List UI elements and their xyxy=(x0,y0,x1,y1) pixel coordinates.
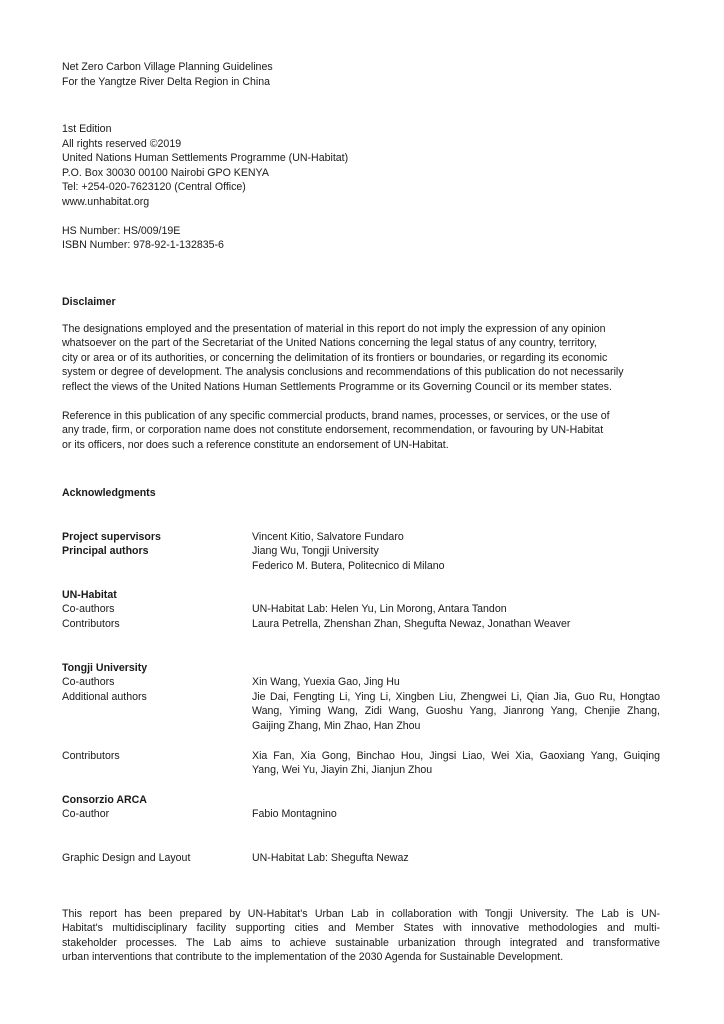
names-principal-authors-1: Jiang Wu, Tongji University xyxy=(252,545,379,557)
footer-line-3: stakeholder processes. The Lab aims to achieve sustainable urbanization through integrated and transformative xyxy=(62,937,660,949)
disclaimer-para2-line2: any trade, firm, or corporation name does not constitute endorsement, recommendation, or favouring by UN-Habitat xyxy=(62,424,604,436)
telephone: Tel: +254-020-7623120 (Central Office) xyxy=(62,181,246,193)
acknowledgments-heading: Acknowledgments xyxy=(62,487,156,499)
unhabitat-heading: UN-Habitat xyxy=(62,589,117,601)
names-principal-authors-2: Federico M. Butera, Politecnico di Milano xyxy=(252,560,445,572)
isbn-number: ISBN Number: 978-92-1-132835-6 xyxy=(62,239,224,251)
disclaimer-para1-line5: reflect the views of the United Nations Human Settlements Programme or its Governing Council or its member states. xyxy=(62,381,612,393)
disclaimer-para1-line2: whatsoever on the part of the Secretariat of the United Nations concerning the legal status of any country, territory, xyxy=(62,337,597,349)
names-unhabitat-coauthors: UN-Habitat Lab: Helen Yu, Lin Morong, Antara Tandon xyxy=(252,603,507,615)
hs-number: HS Number: HS/009/19E xyxy=(62,225,181,237)
role-unhabitat-contributors: Contributors xyxy=(62,618,120,630)
disclaimer-para2-line1: Reference in this publication of any specific commercial products, brand names, processes, or services, or the use of xyxy=(62,410,610,422)
tongji-heading: Tongji University xyxy=(62,662,148,674)
role-unhabitat-coauthors: Co-authors xyxy=(62,603,115,615)
edition: 1st Edition xyxy=(62,123,112,135)
rights: All rights reserved ©2019 xyxy=(62,138,182,150)
names-tongji-contributors-2: Yang, Wei Yu, Jiayin Zhi, Jianjun Zhou xyxy=(252,764,433,776)
names-unhabitat-contributors: Laura Petrella, Zhenshan Zhan, Shegufta Newaz, Jonathan Weaver xyxy=(252,618,571,630)
title-line-1: Net Zero Carbon Village Planning Guidelines xyxy=(62,61,273,73)
disclaimer-para1-line4: system or degree of development. The analysis conclusions and recommendations of this publication do not necessarily xyxy=(62,366,624,378)
disclaimer-heading: Disclaimer xyxy=(62,296,116,308)
role-project-supervisors: Project supervisors xyxy=(62,531,161,543)
postal-address: P.O. Box 30030 00100 Nairobi GPO KENYA xyxy=(62,167,269,179)
role-tongji-coauthors: Co-authors xyxy=(62,676,115,688)
footer-line-4: urban interventions that contribute to the implementation of the 2030 Agenda for Sustainable Development. xyxy=(62,951,564,963)
role-tongji-additional: Additional authors xyxy=(62,691,147,703)
title-line-2: For the Yangtze River Delta Region in China xyxy=(62,76,271,88)
names-tongji-contributors-1: Xia Fan, Xia Gong, Binchao Hou, Jingsi Liao, Wei Xia, Gaoxiang Yang, Guiqing xyxy=(252,750,660,762)
names-tongji-additional-2: Wang, Yiming Wang, Zidi Wang, Guoshu Yang, Jianrong Yang, Chenjie Zhang, xyxy=(252,705,660,717)
names-tongji-additional-1: Jie Dai, Fengting Li, Ying Li, Xingben Liu, Zhengwei Li, Qian Jia, Guo Ru, Hongtao xyxy=(252,691,660,703)
footer-line-1: This report has been prepared by UN-Habitat's Urban Lab in collaboration with Tongji University. The Lab is UN- xyxy=(62,908,660,920)
names-graphic-design: UN-Habitat Lab: Shegufta Newaz xyxy=(252,852,409,864)
footer-line-2: Habitat's multidisciplinary facility supporting cities and Member States with innovative methodologies and multi- xyxy=(62,922,660,934)
role-principal-authors: Principal authors xyxy=(62,545,149,557)
publisher-org: United Nations Human Settlements Programme (UN-Habitat) xyxy=(62,152,349,164)
website: www.unhabitat.org xyxy=(62,196,150,208)
names-project-supervisors: Vincent Kitio, Salvatore Fundaro xyxy=(252,531,404,543)
names-tongji-coauthors: Xin Wang, Yuexia Gao, Jing Hu xyxy=(252,676,400,688)
role-tongji-contributors: Contributors xyxy=(62,750,120,762)
arca-heading: Consorzio ARCA xyxy=(62,794,147,806)
role-graphic-design: Graphic Design and Layout xyxy=(62,852,191,864)
disclaimer-para1-line1: The designations employed and the presentation of material in this report do not imply the expression of any opinion xyxy=(62,323,606,335)
disclaimer-para2-line3: or its officers, nor does such a reference constitute an endorsement of UN-Habitat. xyxy=(62,439,449,451)
names-tongji-additional-3: Gaijing Zhang, Min Zhao, Han Zhou xyxy=(252,720,421,732)
role-arca-coauthor: Co-author xyxy=(62,808,110,820)
names-arca-coauthor: Fabio Montagnino xyxy=(252,808,337,820)
disclaimer-para1-line3: city or area or of its authorities, or concerning the delimitation of its frontiers or boundaries, or regarding its economic xyxy=(62,352,608,364)
